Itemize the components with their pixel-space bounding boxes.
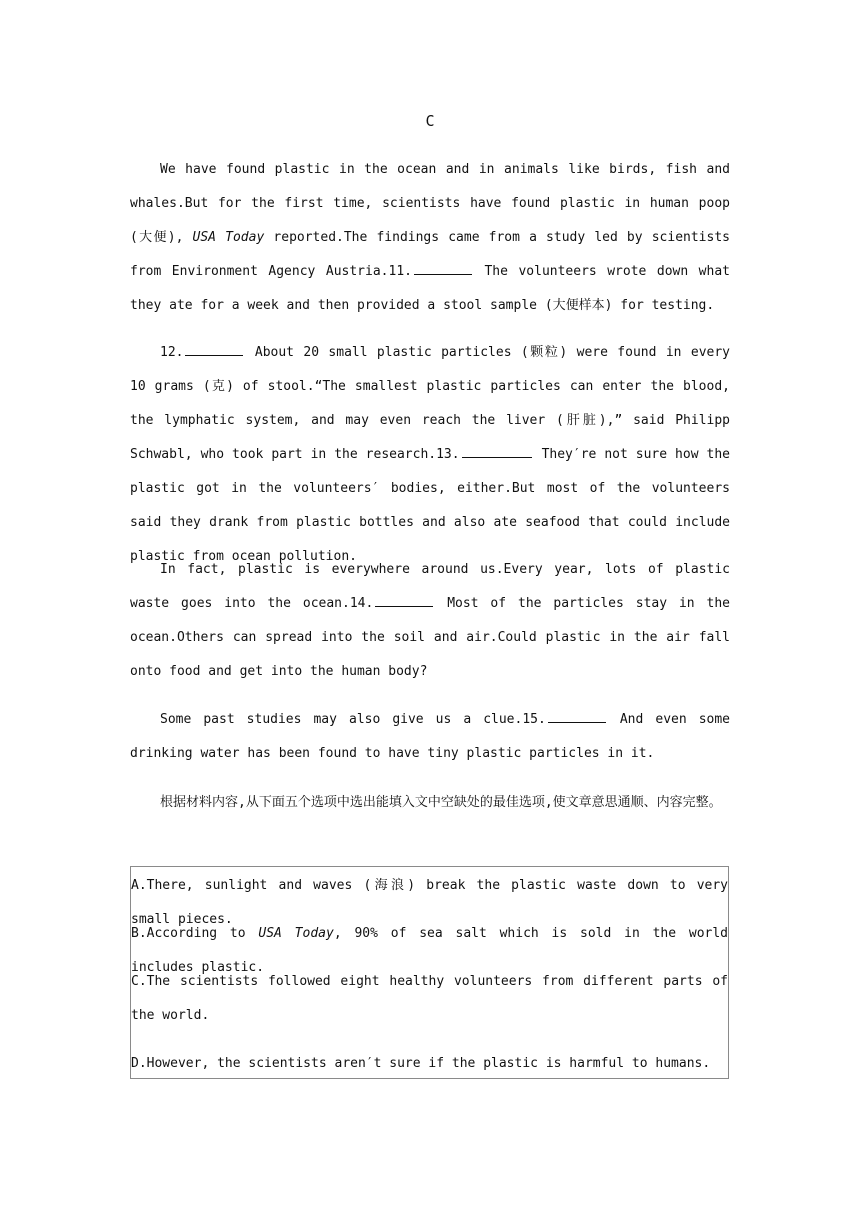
option-b-source: USA Today (258, 926, 334, 941)
paragraph-3-text-b: Most of the particles stay in the ocean.Others can spread into the soil and air.Could plastic in the air fall onto food and get into the human body? (130, 596, 730, 679)
option-b-text-a: B.According to (131, 926, 259, 941)
source-usa-today: USA Today (192, 230, 265, 245)
option-d: D.However, the scientists aren′t sure if the plastic is harmful to humans. (131, 1056, 711, 1071)
blank-13[interactable] (462, 445, 532, 458)
option-a: A.There, sunlight and waves (海浪) break the plastic waste down to very small pieces. (131, 878, 728, 927)
paragraph-1-text-a: We have found plastic in the ocean and in animals like birds, fish and whales.But for the first time, scientists have found plastic in human poop (大便), (130, 162, 730, 245)
blank-14[interactable] (375, 594, 433, 607)
paragraph-1 (130, 153, 730, 323)
paragraph-4-text-b: And even some drinking water has been found to have tiny plastic particles in it. (130, 712, 731, 761)
blank-15[interactable] (548, 710, 606, 723)
paragraph-4 (130, 703, 730, 771)
blank-11[interactable] (414, 262, 472, 275)
option-c: C.The scientists followed eight healthy volunteers from different parts of the world. (131, 974, 728, 1023)
section-heading: C (425, 112, 435, 130)
paragraph-2-text-b: About 20 small plastic particles (颗粒) were found in every 10 grams (克) of stool.“The smallest plastic particles can enter the blood, the lymphatic system, and may even reach the liver (肝脏),” said Philipp Schwabl, who took part in the research.13. (130, 345, 730, 462)
blank-12[interactable] (185, 343, 243, 356)
option-b-text-b: , 90% of sea salt which is sold in the world includes plastic. (131, 926, 729, 975)
paragraph-2 (130, 336, 730, 574)
paragraph-2-text-c: They′re not sure how the plastic got in the volunteers′ bodies, either.But most of the volunteers said they drank from plastic bottles and also ate seafood that could include plastic from ocean pollution. (130, 447, 730, 564)
paragraph-3-text-a: In fact, plastic is everywhere around us.Every year, lots of plastic waste goes into the ocean.14. (130, 562, 730, 611)
paragraph-4-text-a: Some past studies may also give us a clue.15. (160, 712, 546, 727)
paragraph-3 (130, 553, 730, 689)
paragraph-2-text-a: 12. (160, 345, 184, 360)
options-box (130, 866, 729, 1079)
paragraph-1-text-c: The volunteers wrote down what they ate for a week and then provided a stool sample (大便样本) for testing. (130, 264, 730, 313)
instruction-text: 根据材料内容,从下面五个选项中选出能填入文中空缺处的最佳选项,使文章意思通顺、内容完整。 (160, 795, 722, 810)
paragraph-1-text-b: reported.The findings came from a study led by scientists from Environment Agency Austria.11. (130, 230, 730, 279)
